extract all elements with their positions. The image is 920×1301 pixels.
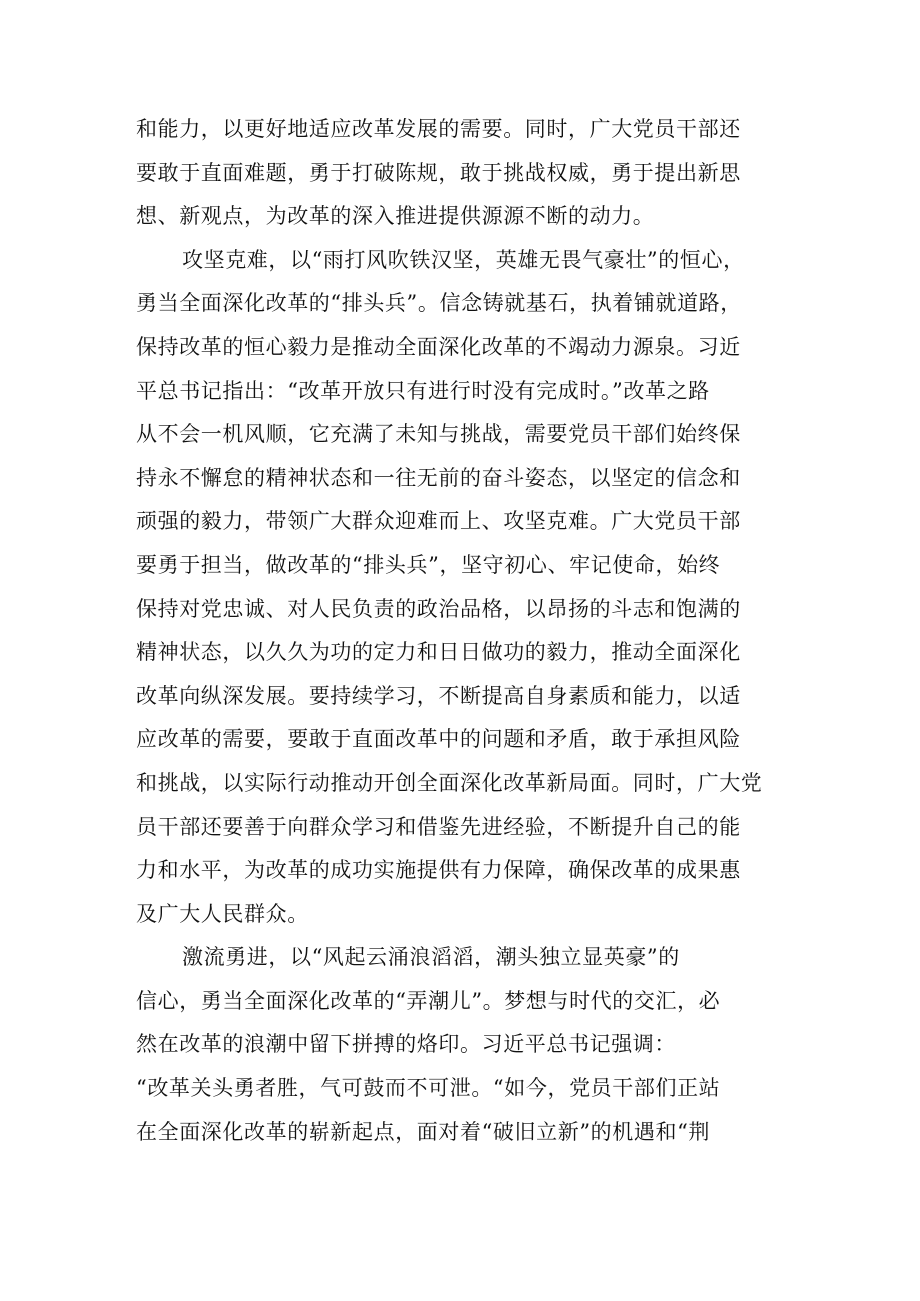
- text-line: 持永不懈怠的精神状态和一往无前的奋斗姿态，以坚定的信念和: [136, 465, 741, 490]
- text-line: 从不会一机风顺，它充满了未知与挑战，需要党员干部们始终保: [136, 422, 741, 447]
- text-line: 信心，勇当全面深化改革的“弄潮儿”。梦想与时代的交汇，必: [136, 988, 721, 1013]
- text-line: 应改革的需要，要敢于直面改革中的问题和矛盾，敢于承担风险: [136, 727, 741, 752]
- text-line: “改革关头勇者胜，气可鼓而不可泄。“如今，党员干部们正站: [136, 1076, 721, 1101]
- text-line: 攻坚克难，以“雨打风吹铁汉坚，英雄无畏气豪壮”的恒心，: [182, 247, 745, 272]
- body-text: [136, 108, 796, 1154]
- text-line: 然在改革的浪潮中留下拼搏的烙印。习近平总书记强调：: [136, 1032, 676, 1057]
- text-line: 顽强的毅力，带领广大群众迎难而上、攻坚克难。广大党员干部: [136, 509, 741, 534]
- text-line: 要勇于担当，做改革的“排头兵”，坚守初心、牢记使命，始终: [136, 552, 721, 577]
- text-line: 勇当全面深化改革的“排头兵”。信念铸就基石，执着铺就道路，: [136, 291, 742, 316]
- text-line: 想、新观点，为改革的深入推进提供源源不断的动力。: [136, 204, 655, 229]
- text-line: 要敢于直面难题，勇于打破陈规，敢于挑战权威，勇于提出新思: [136, 160, 741, 185]
- text-line: 和挑战，以实际行动推动开创全面深化改革新局面。同时，广大党: [136, 770, 763, 795]
- text-line: 平总书记指出：“改革开放只有进行时没有完成时。”改革之路: [136, 378, 710, 403]
- text-line: 激流勇进，以“风起云涌浪滔滔，潮头独立显英豪”的: [182, 945, 680, 970]
- text-line: 员干部还要善于向群众学习和借鉴先进经验，不断提升自己的能: [136, 814, 741, 839]
- text-line: 保持对党忠诚、对人民负责的政治品格，以昂扬的斗志和饱满的: [136, 596, 741, 621]
- text-line: 精神状态，以久久为功的定力和日日做功的毅力，推动全面深化: [136, 640, 741, 665]
- text-line: 力和水平，为改革的成功实施提供有力保障，确保改革的成果惠: [136, 858, 741, 883]
- text-line: 及广大人民群众。: [136, 901, 309, 926]
- text-line: 改革向纵深发展。要持续学习，不断提高自身素质和能力，以适: [136, 683, 741, 708]
- text-line: 保持改革的恒心毅力是推动全面深化改革的不竭动力源泉。习近: [136, 334, 741, 359]
- text-line: 在全面深化改革的崭新起点，面对着“破旧立新”的机遇和“荆: [136, 1119, 711, 1144]
- text-line: 和能力，以更好地适应改革发展的需要。同时，广大党员干部还: [136, 117, 741, 141]
